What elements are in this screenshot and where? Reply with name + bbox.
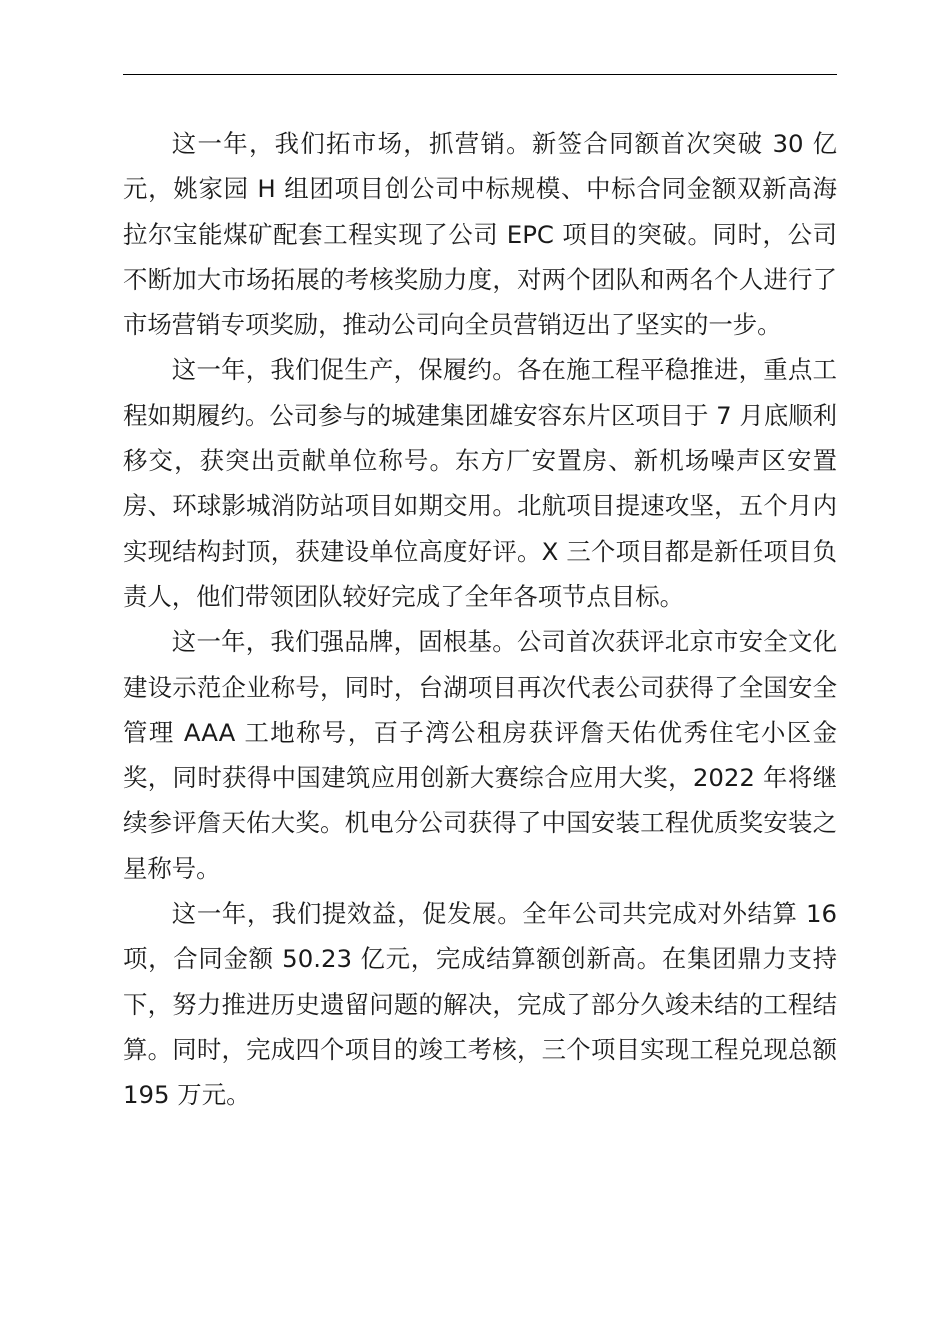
paragraph-production: 这一年，我们促生产，保履约。各在施工程平稳推进，重点工程如期履约。公司参与的城建集团雄安容东片区项目于 7 月底顺利移交，获突出贡献单位称号。东方厂安置房、新机场噪声区安置房、环球影城消防站项目如期交用。北航项目提速攻坚，五个月内实现结构封顶，获建设单位高度好评。X 三个项目都是新任项目负责人，他们带领团队较好完成了全年各项节点目标。 [123,355,837,611]
paragraph-market: 这一年，我们拓市场，抓营销。新签合同额首次突破 30 亿元，姚家园 H 组团项目创公司中标规模、中标合同金额双新高海拉尔宝能煤矿配套工程实现了公司 EPC 项目的突破。同时，公司不断加大市场拓展的考核奖励力度，对两个团队和两名个人进行了市场营销专项奖励，推动公司向全员营销迈出了坚实的一步。 [123,129,837,340]
paragraph-brand: 这一年，我们强品牌，固根基。公司首次获评北京市安全文化建设示范企业称号，同时，台湖项目再次代表公司获得了全国安全管理 AAA 工地称号，百子湾公租房获评詹天佑优秀住宅小区金奖，同时获得中国建筑应用创新大赛综合应用大奖，2022 年将继续参评詹天佑大奖。机电分公司获得了中国安装工程优质奖安装之星称号。 [123,627,837,883]
header-rule [123,74,837,75]
document-body [123,121,837,1118]
paragraph-benefit: 这一年，我们提效益，促发展。全年公司共完成对外结算 16 项，合同金额 50.23 亿元，完成结算额创新高。在集团鼎力支持下，努力推进历史遗留问题的解决，完成了部分久竣未结的工程结算。同时，完成四个项目的竣工考核，三个项目实现工程兑现总额 195 万元。 [123,899,837,1110]
